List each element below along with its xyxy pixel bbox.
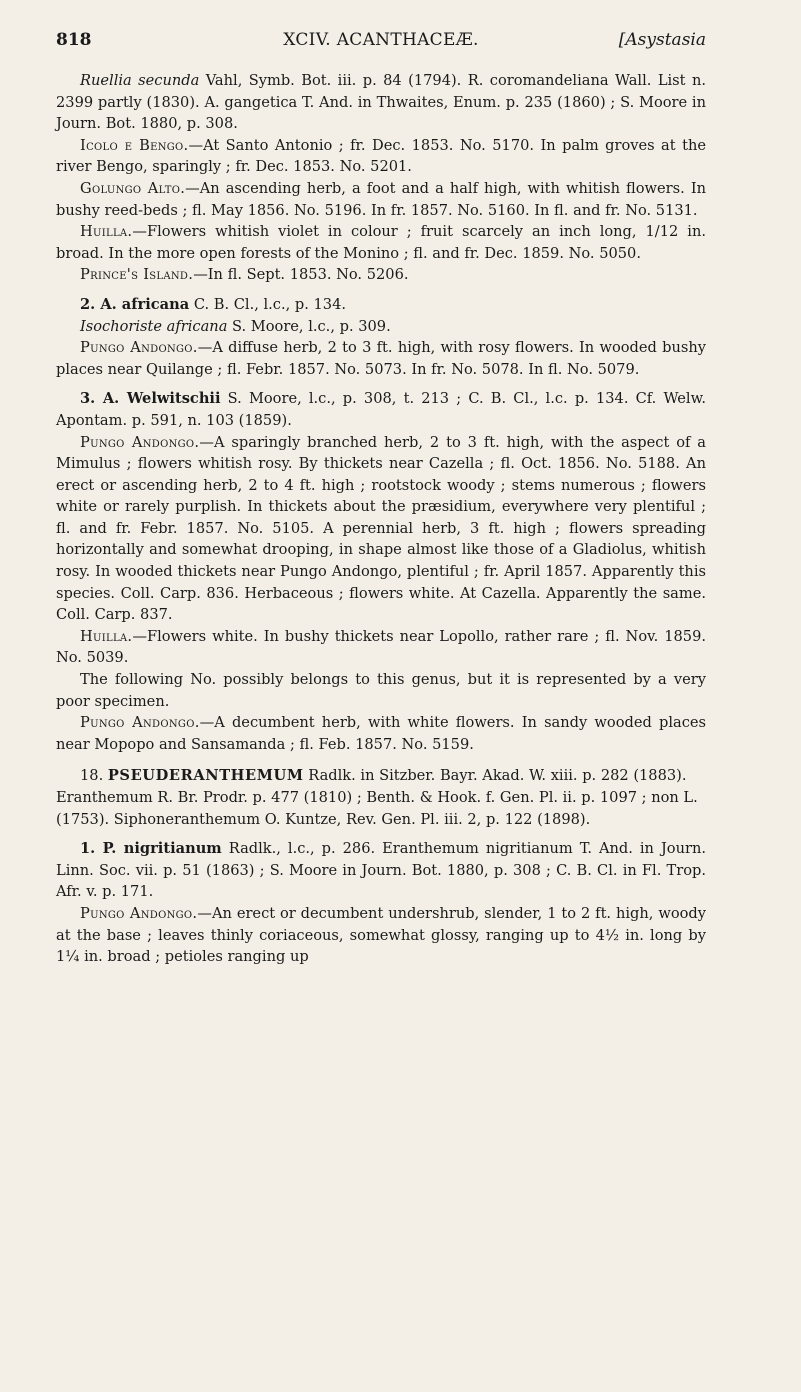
- note-text: The following No. possibly belongs to this genus, but it is represented by a very poor specimen.: [56, 671, 706, 710]
- citation-text: Radlk., l.c., p. 286. Eranthemum nigritianum T. And. in Journ. Linn. Soc. vii. p. 51 (1863) ; S. Moore in Journ. Bot. 1880, p. 308 ; C. B. Cl. in Fl. Trop. Afr. v. p. 171.: [56, 840, 706, 901]
- locality-record: [56, 626, 706, 669]
- running-genus: [Asystasia: [618, 30, 706, 50]
- genus-heading: [56, 765, 706, 830]
- genus-name: PSEUDERANTHEMUM: [107, 767, 304, 785]
- locality-name: Prince's Island.: [80, 266, 194, 284]
- locality-name: Pungo Andongo.: [80, 339, 198, 357]
- genus-number: 18.: [80, 767, 104, 785]
- citation-text: S. Moore, l.c., p. 308, t. 213 ; C. B. Cl., l.c. p. 134. Cf. Welw. Apontam. p. 591, n. 103 (1859).: [56, 390, 706, 429]
- record-text: —At Santo Antonio ; fr. Dec. 1853. No. 5170. In palm groves at the river Bengo, sparingly ; fr. Dec. 1853. No. 5201.: [56, 136, 706, 176]
- record-text: —A diffuse herb, 2 to 3 ft. high, with rosy flowers. In wooded bushy places near Quilange ; fl. Febr. 1857. No. 5073. In fr. No. 5078. In fl. No. 5079.: [56, 339, 707, 378]
- note-paragraph: [56, 669, 706, 712]
- species-number-name: 2. A. africana: [80, 295, 190, 313]
- record-text: —A sparingly branched herb, 2 to 3 ft. high, with the aspect of a Mimulus ; flowers whitish rosy. By thickets near Cazella ; fl. Oct. 1856. No. 5188. An erect or ascending herb, 2 to 4 ft. high ; rootstock woody ; stems numerous ; flowers white or rarely purplish. In thickets about the præsidium, everywhere very plentiful ; fl. and fr. Febr. 1857. No. 5105. A perennial herb, 3 ft. high ; flowers spreading horizontally and somewhat drooping, in shape almost like those of a Gladiolus, whitish rosy. In wooded thickets near Pungo Andongo, plentiful ; fr. April 1857. Apparently this species. Coll. Carp. 836. Herbaceous ; flowers white. At Cazella. Apparently the same. Coll. Carp. 837.: [56, 433, 707, 624]
- locality-name: Huilla.: [80, 223, 133, 241]
- section-title: XCIV. ACANTHACEÆ.: [283, 30, 479, 50]
- locality-record: [56, 337, 706, 380]
- locality-name: Pungo Andongo.: [80, 904, 198, 922]
- locality-record: [56, 432, 706, 626]
- species-number-name: 3. A. Welwitschii: [80, 390, 221, 408]
- citation-text: S. Moore, l.c., p. 309.: [227, 317, 391, 335]
- locality-name: Pungo Andongo.: [80, 433, 200, 451]
- record-text: —An ascending herb, a foot and a half high, with whitish flowers. In bushy reed-beds ; fl. May 1856. No. 5196. In fr. 1857. No. 5160. In fl. and fr. No. 5131.: [56, 179, 706, 219]
- species-heading: [56, 388, 706, 431]
- page-number: 818: [56, 30, 92, 50]
- synonym: [56, 316, 706, 338]
- locality-record: [56, 264, 706, 286]
- locality-name: Golungo Alto.: [80, 179, 186, 197]
- record-text: —A decumbent herb, with white flowers. In sandy wooded places near Mopopo and Sansamanda ; fl. Feb. 1857. No. 5159.: [56, 714, 706, 753]
- locality-name: Pungo Andongo.: [80, 714, 200, 732]
- species-number-name: 1. P. nigritianum: [80, 840, 222, 858]
- species-heading: [56, 294, 706, 316]
- locality-name: Huilla.: [80, 627, 133, 645]
- locality-name: Icolo e Bengo.: [80, 136, 189, 154]
- citation-text: Vahl, Symb. Bot. iii. p. 84 (1794). R. coromandeliana Wall. List n. 2399 partly (1830). A. gangetica T. And. in Thwaites, Enum. p. 235 (1860) ; S. Moore in Journ. Bot. 1880, p. 308.: [56, 72, 706, 133]
- citation-text: C. B. Cl., l.c., p. 134.: [189, 295, 347, 313]
- locality-record: [56, 135, 706, 178]
- record-text: —In fl. Sept. 1853. No. 5206.: [193, 266, 409, 284]
- locality-record: [56, 221, 706, 264]
- species-name: Ruellia secunda: [80, 72, 200, 89]
- record-text: —Flowers white. In bushy thickets near Lopollo, rather rare ; fl. Nov. 1859. No. 5039.: [56, 627, 706, 667]
- species-heading: [56, 838, 706, 903]
- record-text: —An erect or decumbent undershrub, slender, 1 to 2 ft. high, woody at the base ; leaves thinly coriaceous, somewhat glossy, ranging up to 4½ in. long by 1¼ in. broad ; petioles ranging up: [56, 904, 706, 966]
- running-header: [56, 30, 706, 56]
- species-synonymy: [56, 70, 706, 135]
- locality-record: [56, 903, 706, 968]
- synonym-name: Isochoriste africana: [80, 317, 228, 335]
- document-body: [56, 70, 706, 968]
- genus-citation: Radlk. in Sitzber. Bayr. Akad. W. xiii. p. 282 (1883). Eranthemum R. Br. Prodr. p. 477 (1810) ; Benth. & Hook. f. Gen. Pl. ii. p. 1097 ; non L. (1753). Siphoneranthemum O. Kuntze, Rev. Gen. Pl. iii. 2, p. 122 (1898).: [56, 767, 698, 828]
- record-text: —Flowers whitish violet in colour ; fruit scarcely an inch long, 1/12 in. broad. In the more open forests of the Monino ; fl. and fr. Dec. 1859. No. 5050.: [56, 223, 706, 262]
- locality-record: [56, 712, 706, 755]
- locality-record: [56, 178, 706, 221]
